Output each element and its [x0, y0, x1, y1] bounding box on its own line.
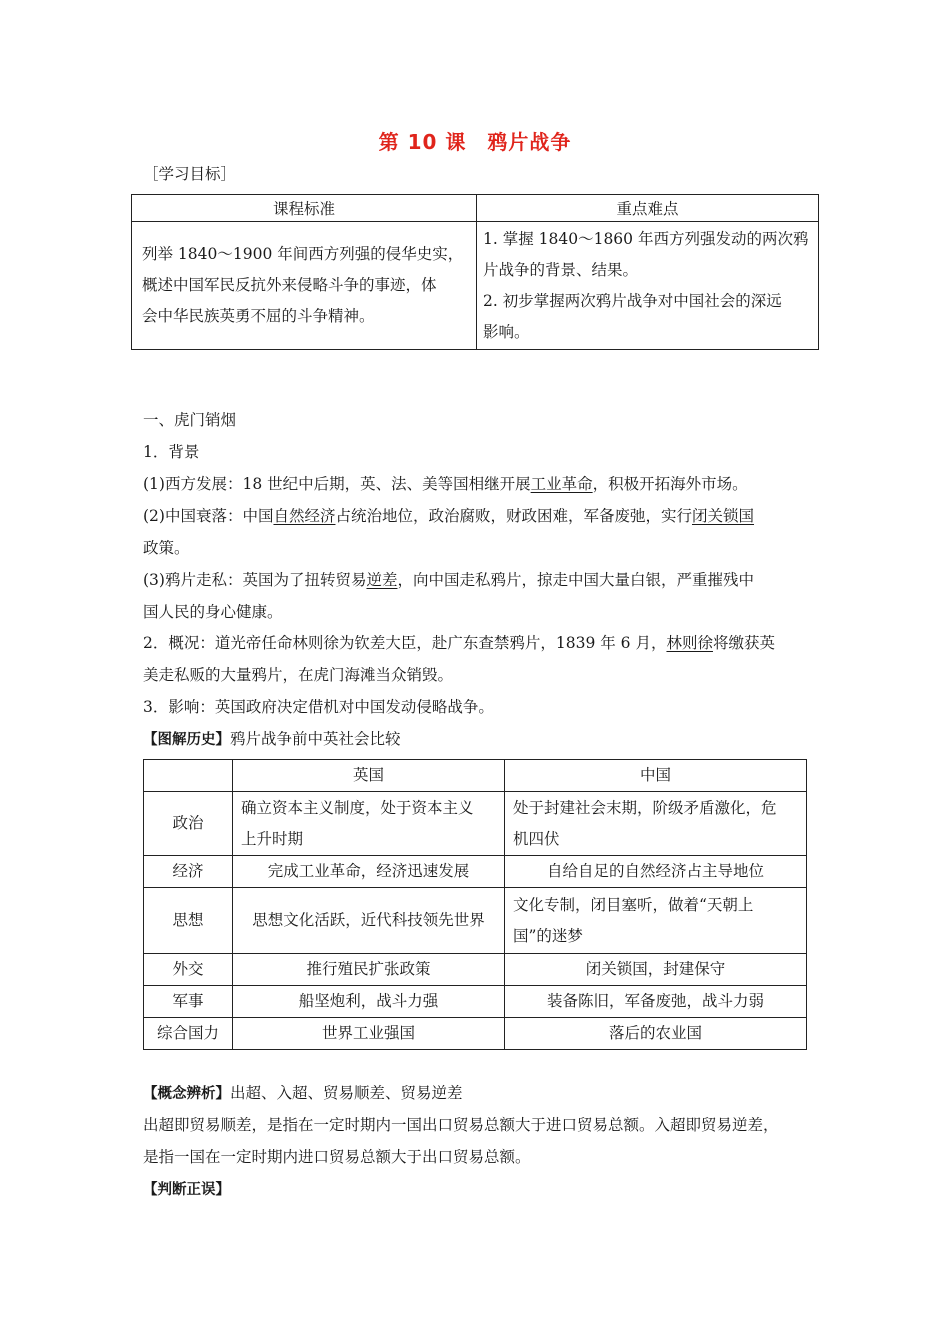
opium-smuggling: (3)鸦片走私：英国为了扭转贸易逆差，向中国走私鸦片，掠走中国大量白银，严重摧残中: [143, 571, 754, 589]
diagram-heading: 【图解历史】鸦片战争前中英社会比较: [143, 730, 401, 748]
goals-keypoints-cell: 1. 掌握 1840～1860 年西方列强发动的两次鸦 片战争的背景、结果。 2. 初步掌握两次鸦片战争对中国社会的深远 影响。: [477, 222, 819, 350]
learning-goals-table: [131, 194, 819, 350]
table-row: 经济 完成工业革命，经济迅速发展 自给自足的自然经济占主导地位: [144, 856, 807, 888]
goals-header-standard: 课程标准: [132, 195, 477, 222]
table-row: 政治 确立资本主义制度，处于资本主义 上升时期 处于封建社会末期，阶级矛盾激化，危 机四伏: [144, 792, 807, 856]
impact: 3．影响：英国政府决定借机对中国发动侵略战争。: [143, 698, 494, 716]
diagram-tag: 【图解历史】: [143, 732, 230, 748]
lesson-title: 第 10 课 鸦片战争: [378, 130, 572, 154]
table-row: 外交 推行殖民扩张政策 闭关锁国，封建保守: [144, 954, 807, 986]
table-row: 综合国力 世界工业强国 落后的农业国: [144, 1018, 807, 1050]
document-page: 第 10 课 鸦片战争 ［学习目标］ 课程标准 重点难点 列举 1840～1900 年间西方列强的侵华史实， 概述中国军民反抗外来侵略斗争的事迹，体 会中华民族英勇不屈的斗争精神。 1. 掌握 1840～1860 年西方列强发动的两次鸦 片战争的背景、结果。 2. 初步掌握两次鸦片战争对中国社会的深远 影响。 一、虎门销烟 1．背景 (1)西方发展：18 世纪中后期，英、法、美等国相继开展工业革命，积极开拓海外市场。 (2)中国衰落：中国自然经济占统治地位，政治腐败，财政困难，军备废弛，实行闭关锁国 政策。 (3)鸦片走私：英国为了扭转贸易逆差，向中国走私鸦片，掠走中国大量白银，严重摧残中 国人民的身心健康。 2．概况：道光帝任命林则徐为钦差大臣，赴广东查禁鸦片，1839 年 6 月，林则徐将缴获英 美走私贩的大量鸦片，在虎门海滩当众销毁。 3．影响：英国政府决定借机对中国发动侵略战争。 【图解历史】鸦片战争前中英社会比较 英国 中国 政治 确立资本主义制度，处于资本主义 上升时期 处于封建社会末期，阶级矛盾激化，危 机四伏 经济 完成工业革命，经济迅速发展 自给自足的自然经济占主导地位 思想 思想文化活跃，近代科技领先世界 文化专制，闭目塞听，做着“天朝上 国”的迷梦 外交 推行殖民扩张政策 闭关锁国，封建保守 军事 船坚炮利，战斗力强 装备陈旧，军备废弛，战斗力弱 综合国力 世界工业强国 落后的农业国 【概念辨析】出超、入超、贸易顺差、贸易逆差 出超即贸易顺差，是指在一定时期内一国出口贸易总额大于进口贸易总额。入超即贸易逆差， 是指一国在一定时期内进口贸易总额大于出口贸易总额。 【判断正误】: [0, 0, 950, 1344]
section-heading: 一、虎门销烟: [143, 411, 237, 429]
table-row: 军事 船坚炮利，战斗力强 装备陈旧，军备废弛，战斗力弱: [144, 986, 807, 1018]
concept-heading: 【概念辨析】出超、入超、贸易顺差、贸易逆差: [143, 1084, 463, 1102]
table-row: 思想 思想文化活跃，近代科技领先世界 文化专制，闭目塞听，做着“天朝上 国”的迷梦: [144, 888, 807, 954]
west-development: (1)西方发展：18 世纪中后期，英、法、美等国相继开展工业革命，积极开拓海外市场。: [143, 475, 748, 493]
china-decline: (2)中国衰落：中国自然经济占统治地位，政治腐败，财政困难，军备废弛，实行闭关锁国: [143, 507, 755, 525]
concept-text: 出超即贸易顺差，是指在一定时期内一国出口贸易总额大于进口贸易总额。入超即贸易逆差，: [143, 1116, 779, 1134]
goals-label: ［学习目标］: [143, 165, 237, 183]
background-title: 1．背景: [143, 443, 200, 461]
judge-tag: 【判断正误】: [143, 1182, 230, 1198]
goals-standard-cell: 列举 1840～1900 年间西方列强的侵华史实， 概述中国军民反抗外来侵略斗争的事迹，体 会中华民族英勇不屈的斗争精神。: [132, 222, 477, 350]
goals-header-keypoints: 重点难点: [477, 195, 819, 222]
concept-tag: 【概念辨析】: [143, 1086, 230, 1102]
overview: 2．概况：道光帝任命林则徐为钦差大臣，赴广东查禁鸦片，1839 年 6 月，林则徐将缴获英: [143, 634, 775, 652]
comparison-table: 英国 中国 政治 确立资本主义制度，处于资本主义 上升时期 处于封建社会末期，阶级矛盾激化，危 机四伏 经济 完成工业革命，经济迅速发展 自给自足的自然经济占主导地位 思想 思想文化活跃，近代科技领先世界 文化专制，闭目塞听，做着“天朝上 国”的迷梦 外交 推行殖民扩张政策 闭关锁国，封建保守 军事 船坚炮利，战斗力强 装备陈旧，军备废弛，战斗力弱 综合国力 世界工业强国 落后的农业国: [143, 759, 807, 1050]
